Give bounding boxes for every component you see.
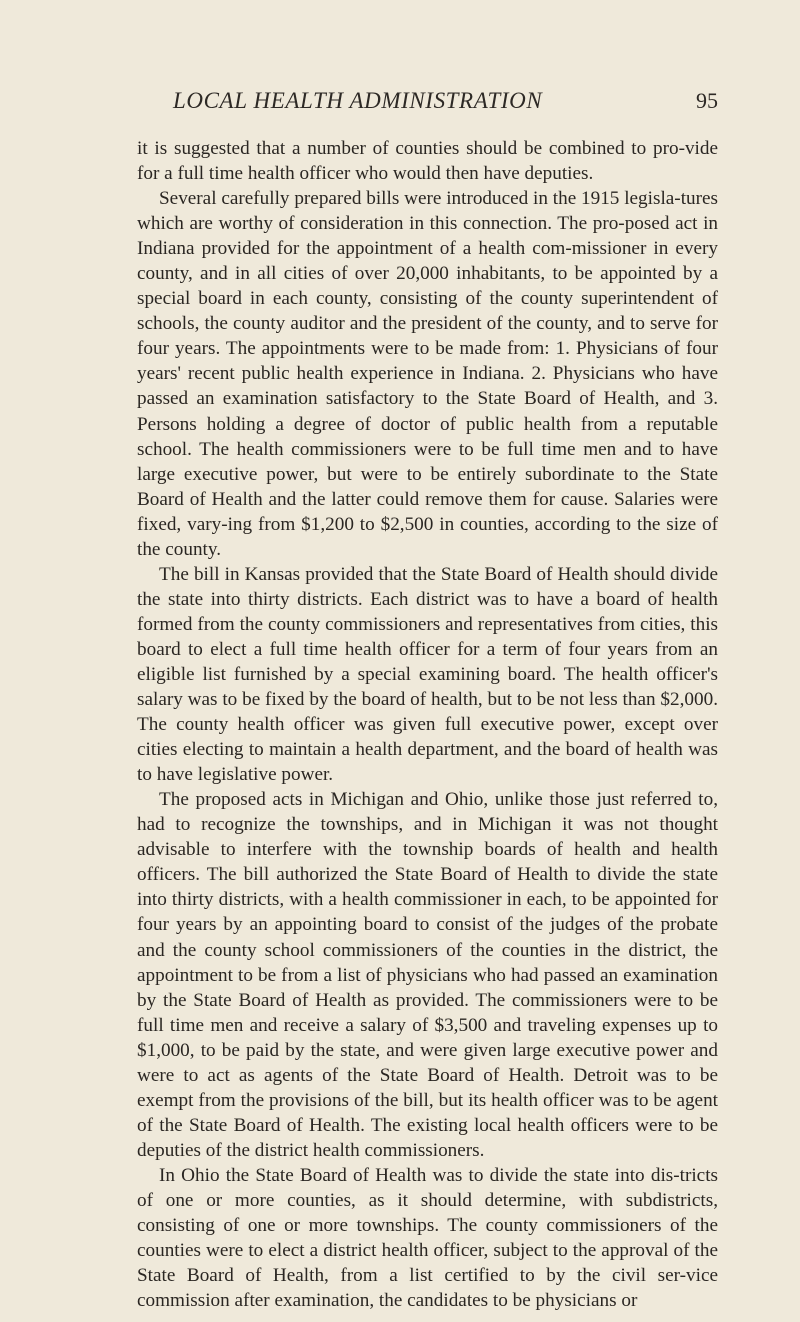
body-text	[137, 136, 718, 1313]
paragraph-kansas-bill: The bill in Kansas provided that the State Board of Health should divide the state into thirty districts. Each district was to have a board of health formed from the county commissioners and representatives from cities, this board to elect a full time health officer for a term of four years from an eligible list furnished by a special examining board. The health officer's salary was to be fixed by the board of health, but to be not less than $2,000. The county health officer was given full executive power, except over cities electing to maintain a health department, and the board of health was to have legislative power.	[137, 563, 718, 786]
paragraph-indiana-bill: Several carefully prepared bills were introduced in the 1915 legisla-tures which are worthy of consideration in this connection. The pro-posed act in Indiana provided for the appointment of a health com-missioner in every county, and in all cities of over 20,000 inhabitants, to be appointed by a special board in each county, consisting of the county superintendent of schools, the county auditor and the president of the county, and to serve for four years. The appointments were to be made from: 1. Physicians of four years' recent public health experience in Indiana. 2. Physicians who have passed an examination satisfactory to the State Board of Health, and 3. Persons holding a degree of doctor of public health from a reputable school. The health commissioners were to be full time men and to have large executive power, but were to be entirely subordinate to the State Board of Health and the latter could remove them for cause. Salaries were fixed, vary-ing from $1,200 to $2,500 in counties, according to the size of the county.	[137, 188, 718, 560]
paragraph-ohio-bill: In Ohio the State Board of Health was to divide the state into dis-tricts of one or more counties, as it should determine, with subdistricts, consisting of one or more townships. The county commissioners of the counties were to elect a district health officer, subject to the approval of the State Board of Health, from a list certified to by the civil ser-vice commission after examination, the candidates to be physicians or	[137, 1164, 718, 1312]
paragraph-continuation: it is suggested that a number of counties should be combined to pro-vide for a full time health officer who would then have deputies.	[137, 138, 718, 185]
page-number: 95	[696, 88, 718, 113]
paragraph-michigan-bill: The proposed acts in Michigan and Ohio, unlike those just referred to, had to recognize the townships, and in Michigan it was not thought advisable to interfere with the township boards of health and health officers. The bill authorized the State Board of Health to divide the state into thirty districts, with a health commissioner in each, to be appointed for four years by an appointing board to consist of the judges of the probate and the county school commissioners of the counties in the district, the appointment to be from a list of physicians who had passed an examination by the State Board of Health as provided. The commissioners were to be full time men and receive a salary of $3,500 and traveling expenses up to $1,000, to be paid by the state, and were given large executive power and were to act as agents of the State Board of Health. Detroit was to be exempt from the provisions of the bill, but its health officer was to be agent of the State Board of Health. The existing local health officers were to be deputies of the district health commissioners.	[137, 789, 718, 1161]
running-head	[137, 88, 718, 118]
running-title: LOCAL HEALTH ADMINISTRATION	[173, 88, 543, 113]
